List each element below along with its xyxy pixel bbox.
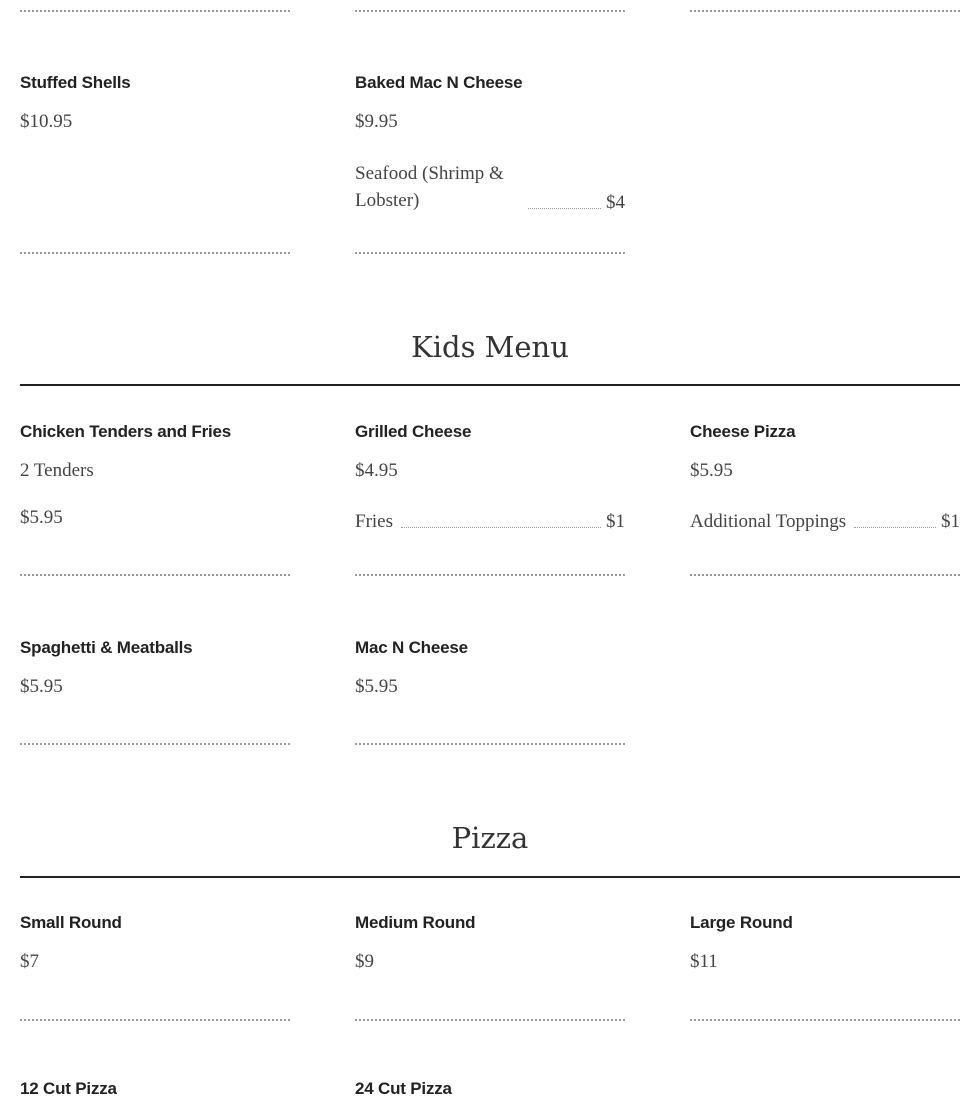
- addon-price: $1: [941, 511, 960, 532]
- addon-toppings: [690, 511, 960, 533]
- item-name-mac-cheese: Mac N Cheese: [355, 638, 468, 657]
- item-separator: [20, 252, 290, 254]
- item-separator: [355, 574, 625, 576]
- item-price-large-round: $11: [690, 951, 718, 972]
- item-separator: [690, 10, 960, 12]
- item-name-spaghetti: Spaghetti & Meatballs: [20, 638, 193, 657]
- item-price-grilled-cheese: $4.95: [355, 460, 398, 481]
- leader-dots: [854, 527, 936, 528]
- addon-label: Fries: [355, 511, 393, 532]
- addon-price: $1: [606, 511, 625, 532]
- item-price-mac-cheese: $5.95: [355, 676, 398, 697]
- item-desc-chicken-tenders: 2 Tenders: [20, 460, 94, 481]
- section-title-pizza: Pizza: [451, 821, 529, 855]
- leader-dots: [401, 527, 601, 528]
- addon-label: Seafood (Shrimp & Lobster): [355, 163, 504, 211]
- item-name-medium-round: Medium Round: [355, 913, 476, 932]
- item-price-cheese-pizza: $5.95: [690, 460, 733, 481]
- item-separator: [20, 574, 290, 576]
- item-price-medium-round: $9: [355, 951, 374, 972]
- leader-dots: [528, 208, 601, 209]
- item-price-baked-mac: $9.95: [355, 111, 398, 132]
- item-name-baked-mac: Baked Mac N Cheese: [355, 73, 523, 92]
- item-separator: [355, 10, 625, 12]
- item-name-chicken-tenders: Chicken Tenders and Fries: [20, 422, 232, 441]
- addon-price: $4: [606, 192, 625, 213]
- item-name-24-cut-pizza: 24 Cut Pizza: [355, 1079, 452, 1098]
- item-price-small-round: $7: [20, 951, 39, 972]
- section-rule: [20, 384, 960, 386]
- addon-seafood: [355, 160, 625, 214]
- item-separator: [20, 10, 290, 12]
- addon-label: Additional Toppings: [690, 511, 847, 532]
- item-name-12-cut-pizza: 12 Cut Pizza: [20, 1079, 117, 1098]
- section-title-kids: Kids Menu: [411, 330, 569, 364]
- section-rule: [20, 876, 960, 878]
- item-name-stuffed-shells: Stuffed Shells: [20, 73, 131, 92]
- item-price-chicken-tenders: $5.95: [20, 507, 63, 528]
- item-separator: [20, 743, 290, 745]
- item-separator: [20, 1019, 290, 1021]
- item-price-spaghetti: $5.95: [20, 676, 63, 697]
- item-price-stuffed-shells: $10.95: [20, 111, 73, 132]
- item-name-small-round: Small Round: [20, 913, 122, 932]
- item-separator: [355, 252, 625, 254]
- item-separator: [355, 1019, 625, 1021]
- item-name-large-round: Large Round: [690, 913, 793, 932]
- item-separator: [690, 1019, 960, 1021]
- item-separator: [355, 743, 625, 745]
- item-name-grilled-cheese: Grilled Cheese: [355, 422, 472, 441]
- item-name-cheese-pizza: Cheese Pizza: [690, 422, 796, 441]
- item-separator: [690, 574, 960, 576]
- addon-fries: [355, 511, 625, 533]
